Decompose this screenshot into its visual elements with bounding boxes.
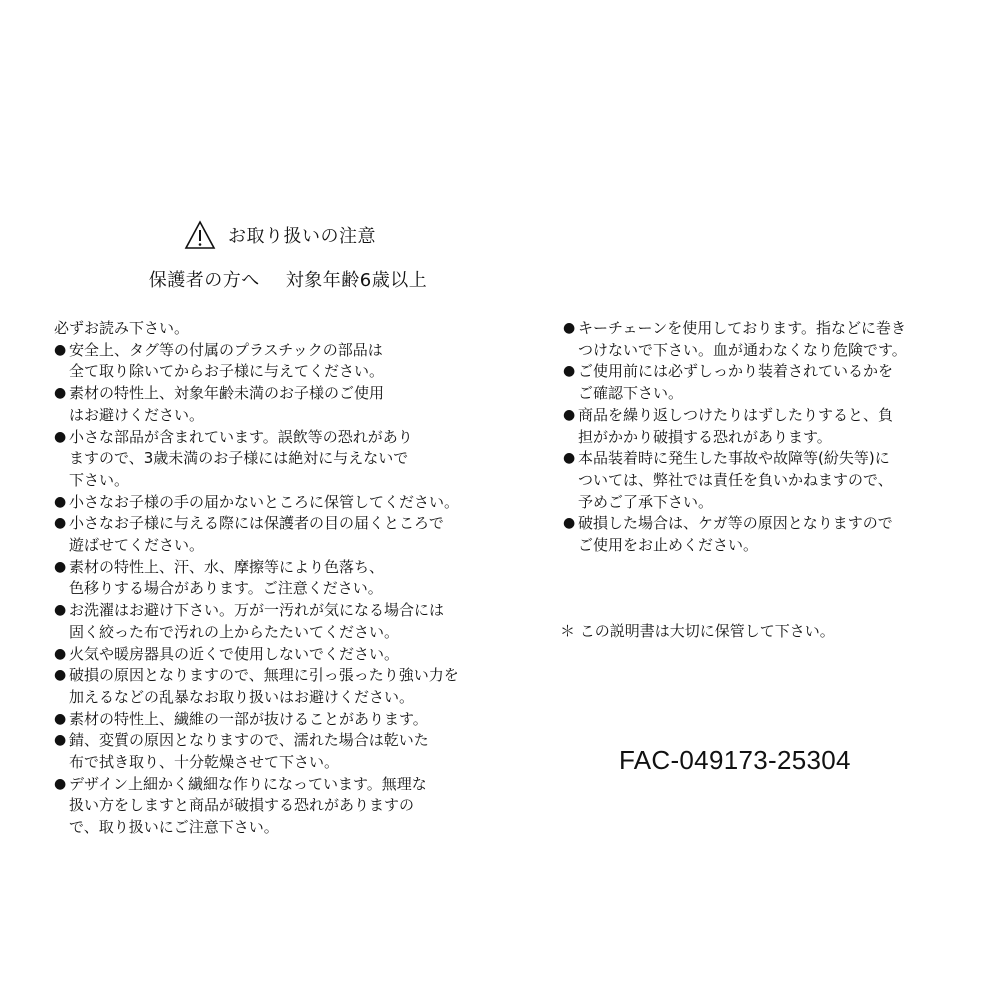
- caution-text: [69, 427, 474, 492]
- bullet-icon: ●: [54, 558, 67, 575]
- caution-line: つけないで下さい。血が通わなくなり危険です。: [578, 340, 907, 359]
- caution-item: [563, 318, 953, 361]
- caution-item: [54, 340, 474, 383]
- title-row: [0, 220, 560, 250]
- caution-line: 全て取り除いてからお子様に与えてください。: [69, 362, 385, 381]
- header: [0, 220, 560, 292]
- caution-text: [578, 405, 953, 448]
- age-label: 対象年齢6歳以上: [285, 270, 428, 291]
- bullet-icon: ●: [54, 602, 67, 619]
- bullet-icon: ●: [54, 667, 67, 684]
- caution-line: 加えるなどの乱暴なお取り扱いはお避けください。: [69, 687, 415, 706]
- caution-item: [563, 405, 953, 448]
- bullet-icon: ●: [563, 450, 576, 467]
- caution-text: [69, 600, 474, 643]
- caution-line: お洗濯はお避け下さい。万が一汚れが気になる場合には: [69, 601, 445, 620]
- caution-item: [54, 492, 474, 514]
- bullet-icon: ●: [563, 320, 576, 336]
- bullet-icon: ●: [54, 645, 67, 662]
- caution-line: 下さい。: [69, 470, 130, 489]
- caution-line: 色移りする場合があります。ご注意ください。: [69, 579, 383, 598]
- caution-text: [578, 318, 953, 361]
- caution-line: 素材の特性上、汗、水、摩擦等により色落ち、: [69, 557, 385, 576]
- caution-line: 破損の原因となりますので、無理に引っ張ったり強い力を: [69, 666, 459, 685]
- bullet-icon: ●: [54, 385, 67, 402]
- caution-line: 遊ばせてください。: [69, 536, 205, 555]
- caution-line: キーチェーンを使用しております。指などに巻き: [578, 319, 907, 337]
- caution-line: で、取り扱いにご注意下さい。: [69, 818, 279, 837]
- caution-item: [54, 665, 474, 708]
- caution-text: [69, 730, 474, 773]
- caution-item: [563, 448, 953, 513]
- right-caution-list: [563, 318, 953, 557]
- caution-line: 破損した場合は、ケガ等の原因となりますので: [578, 514, 893, 533]
- bullet-icon: ●: [54, 341, 67, 358]
- caution-line: 固く絞った布で汚れの上からたたいてください。: [69, 622, 400, 641]
- caution-line: 商品を繰り返しつけたりはずしたりすると、負: [578, 405, 894, 424]
- caution-line: ご使用をお止めください。: [578, 536, 759, 555]
- caution-line: ご確認下さい。: [578, 384, 684, 403]
- caution-item: [563, 361, 953, 404]
- bullet-icon: ●: [54, 428, 67, 445]
- warning-triangle-icon: [184, 220, 216, 250]
- bullet-icon: ●: [54, 732, 67, 749]
- intro-text: 必ずお読み下さい。: [54, 319, 190, 337]
- bullet-icon: ●: [563, 406, 576, 423]
- caution-line: 担がかかり破損する恐れがあります。: [578, 427, 832, 446]
- caution-line: 小さなお子様に与える際には保護者の目の届くところで: [69, 514, 444, 533]
- caution-line: 錆、変質の原因となりますので、濡れた場合は乾いた: [69, 731, 429, 750]
- caution-text: [578, 361, 953, 404]
- bullet-icon: ●: [563, 363, 576, 380]
- caution-item: [563, 513, 953, 556]
- caution-text: [69, 383, 474, 426]
- bullet-icon: ●: [563, 515, 576, 532]
- bullet-icon: ●: [54, 493, 67, 510]
- subtitle: [0, 266, 560, 292]
- caution-line: ご使用前には必ずしっかり装着されているかを: [578, 362, 894, 381]
- caution-item: [54, 730, 474, 773]
- caution-line: はお避けください。: [69, 405, 205, 424]
- caution-text: [69, 340, 474, 383]
- caution-line: 布で拭き取り、十分乾燥させて下さい。: [69, 753, 340, 772]
- left-column: [54, 318, 474, 839]
- caution-line: 火気や暖房器具の近くで使用しないでください。: [69, 644, 400, 663]
- caution-text: [69, 709, 474, 731]
- caution-item: [54, 600, 474, 643]
- caution-line: 素材の特性上、繊維の一部が抜けることがあります。: [69, 709, 428, 728]
- caution-item: [54, 774, 474, 839]
- caution-line: ついては、弊社では責任を負いかねますので、: [578, 470, 893, 489]
- caution-item: [54, 709, 474, 731]
- caution-text: [69, 644, 474, 666]
- caution-item: [54, 557, 474, 600]
- caution-text: [69, 513, 474, 556]
- caution-line: 予めご了承下さい。: [578, 492, 714, 511]
- page-title: お取り扱いの注意: [228, 226, 376, 247]
- caution-line: デザイン上細かく繊細な作りになっています。無理な: [69, 774, 427, 793]
- audience-label: 保護者の方へ: [148, 270, 260, 291]
- bullet-icon: ●: [54, 515, 67, 532]
- bullet-icon: ●: [54, 710, 67, 727]
- caution-line: 安全上、タグ等の付属のプラスチックの部品は: [69, 340, 383, 359]
- product-code: FAC-049173-25304: [619, 745, 851, 775]
- left-caution-list: [54, 340, 474, 839]
- caution-text: [69, 492, 474, 514]
- caution-text: [69, 557, 474, 600]
- right-column: [563, 318, 953, 557]
- caution-text: [69, 774, 474, 839]
- bullet-icon: ●: [54, 775, 67, 792]
- caution-item: [54, 427, 474, 492]
- storage-note: ＊ この説明書は大切に保管して下さい。: [560, 622, 835, 640]
- caution-item: [54, 513, 474, 556]
- caution-item: [54, 644, 474, 666]
- caution-text: [69, 665, 474, 708]
- caution-text: [578, 513, 953, 556]
- caution-line: 本品装着時に発生した事故や故障等(紛失等)に: [578, 449, 890, 468]
- caution-line: 小さな部品が含まれています。誤飲等の恐れがあり: [69, 427, 413, 446]
- caution-text: [578, 448, 953, 513]
- caution-line: ますので、3歳未満のお子様には絶対に与えないで: [69, 449, 409, 468]
- caution-line: 扱い方をしますと商品が破損する恐れがありますの: [69, 796, 415, 815]
- caution-line: 小さなお子様の手の届かないところに保管してください。: [69, 492, 460, 511]
- caution-line: 素材の特性上、対象年齢未満のお子様のご使用: [69, 384, 385, 403]
- caution-item: [54, 383, 474, 426]
